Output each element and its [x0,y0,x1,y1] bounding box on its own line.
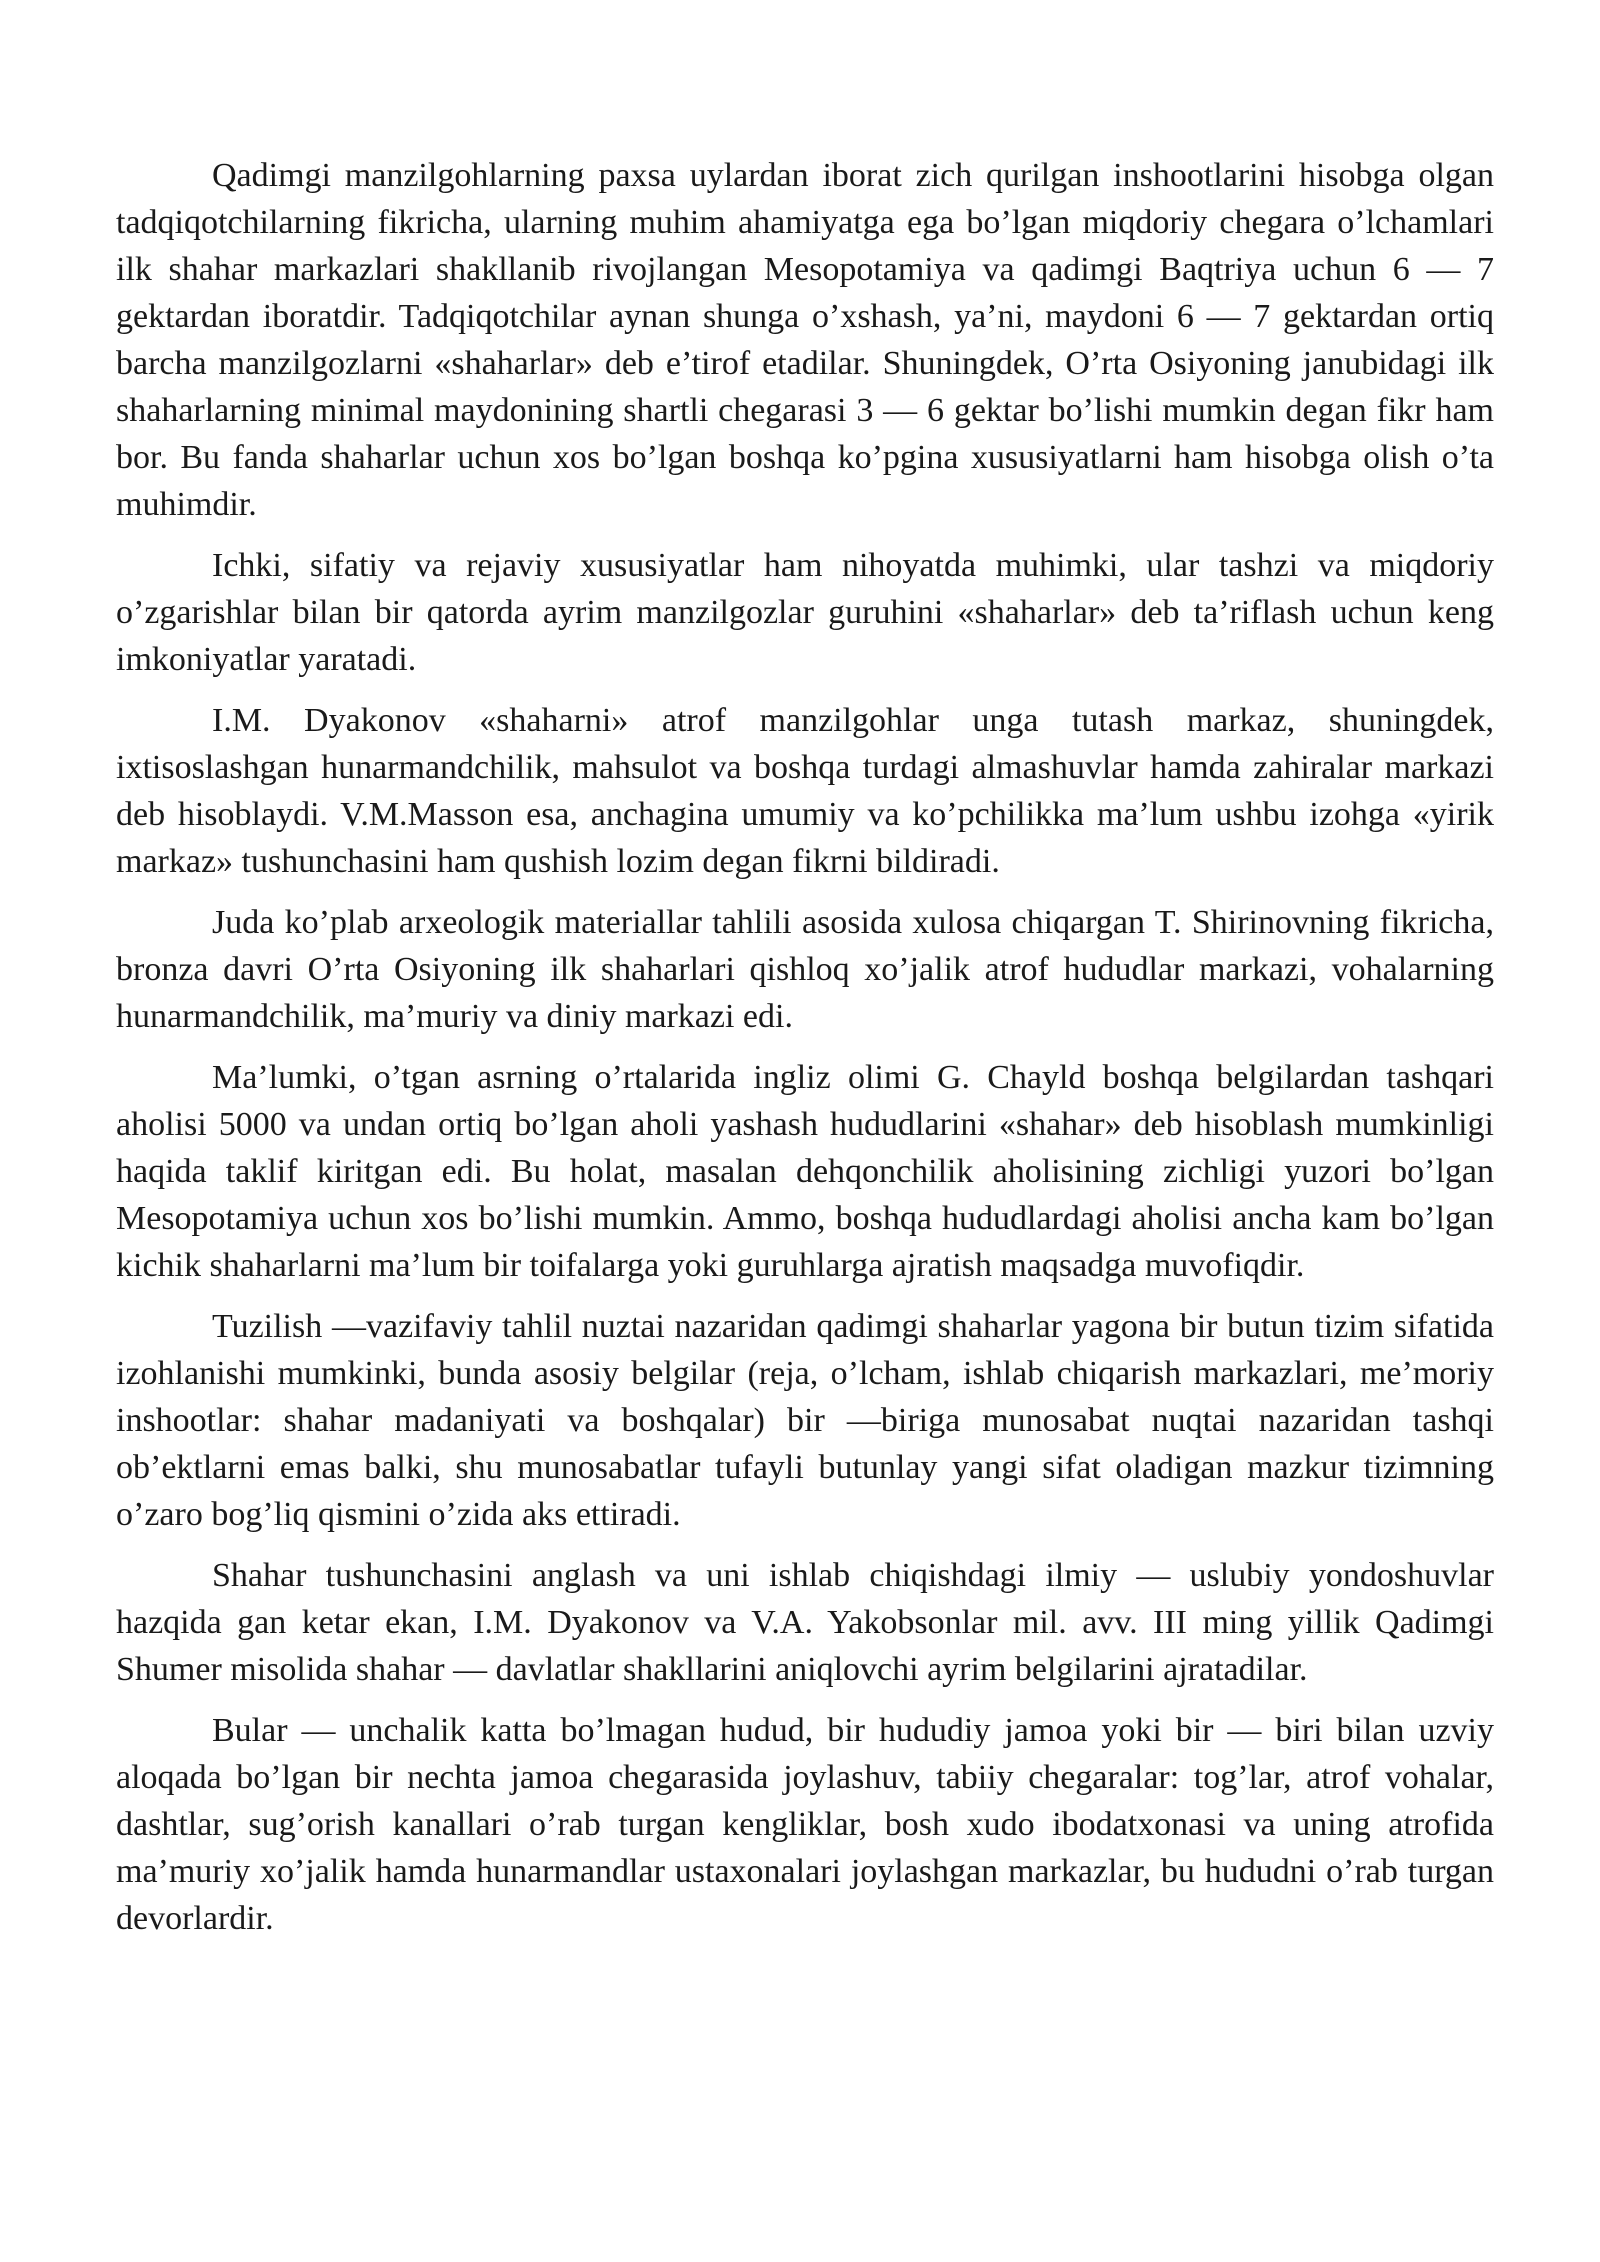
paragraph-3: I.M. Dyakonov «shaharni» atrof manzilgohlar unga tutash markaz, shuningdek, ixtisoslashgan hunarmandchilik, mahsulot va boshqa turdagi almashuvlar hamda zahiralar markazi deb hisoblaydi. V.M.Masson esa, anchagina umumiy va ko’pchilikka ma’lum ushbu izohga «yirik markaz» tushunchasini ham qushish lozim degan fikrni bildiradi. [116,702,1494,880]
paragraph-7: Shahar tushunchasini anglash va uni ishlab chiqishdagi ilmiy — uslubiy yondoshuvlar hazqida gan ketar ekan, I.M. Dyakonov va V.A. Yakobsonlar mil. avv. III ming yillik Qadimgi Shumer misolida shahar — davlatlar shakllarini aniqlovchi ayrim belgilarini ajratadilar. [116,1557,1494,1688]
paragraph-8: Bular — unchalik katta bo’lmagan hudud, bir hududiy jamoa yoki bir — biri bilan uzviy aloqada bo’lgan bir nechta jamoa chegarasida joylashuv, tabiiy chegaralar: tog’lar, atrof vohalar, dashtlar, sug’orish kanallari o’rab turgan kengliklar, bosh xudo ibodatxonasi va uning atrofida ma’muriy xo’jalik hamda hunarmandlar ustaxonalari joylashgan markazlar, bu hududni o’rab turgan devorlardir. [116,1712,1494,1937]
paragraph-6: Tuzilish —vazifaviy tahlil nuztai nazaridan qadimgi shaharlar yagona bir butun tizim sifatida izohlanishi mumkinki, bunda asosiy belgilar (reja, o’lcham, ishlab chiqarish markazlari, me’moriy inshootlar: shahar madaniyati va boshqalar) bir —biriga munosabat nuqtai nazaridan tashqi ob’ektlarni emas balki, shu munosabatlar tufayli butunlay yangi sifat oladigan mazkur tizimning o’zaro bog’liq qismini o’zida aks ettiradi. [116,1308,1494,1533]
paragraph-4: Juda ko’plab arxeologik materiallar tahlili asosida xulosa chiqargan T. Shirinovning fikricha, bronza davri O’rta Osiyoning ilk shaharlari qishloq xo’jalik atrof hududlar markazi, vohalarning hunarmandchilik, ma’muriy va diniy markazi edi. [116,904,1494,1035]
paragraph-5: Ma’lumki, o’tgan asrning o’rtalarida ingliz olimi G. Chayld boshqa belgilardan tashqari aholisi 5000 va undan ortiq bo’lgan aholi yashash hududlarini «shahar» deb hisoblash mumkinligi haqida taklif kiritgan edi. Bu holat, masalan dehqonchilik aholisining zichligi yuzori bo’lgan Mesopotamiya uchun xos bo’lishi mumkin. Ammo, boshqa hududlardagi aholisi ancha kam bo’lgan kichik shaharlarni ma’lum bir toifalarga yoki guruhlarga ajratish maqsadga muvofiqdir. [116,1059,1494,1284]
paragraph-1: Qadimgi manzilgohlarning paxsa uylardan iborat zich qurilgan inshootlarini hisobga olgan tadqiqotchilarning fikricha, ularning muhim ahamiyatga ega bo’lgan miqdoriy chegara o’lchamlari ilk shahar markazlari shakllanib rivojlangan Mesopotamiya va qadimgi Baqtriya uchun 6 — 7 gektardan iboratdir. Tadqiqotchilar aynan shunga o’xshash, ya’ni, maydoni 6 — 7 gektardan ortiq barcha manzilgozlarni «shaharlar» deb e’tirof etadilar. Shuningdek, O’rta Osiyoning janubidagi ilk shaharlarning minimal maydonining shartli chegarasi 3 — 6 gektar bo’lishi mumkin degan fikr ham bor. Bu fanda shaharlar uchun xos bo’lgan boshqa ko’pgina xususiyatlarni ham hisobga olish o’ta muhimdir. [116,157,1494,523]
paragraph-2: Ichki, sifatiy va rejaviy xususiyatlar ham nihoyatda muhimki, ular tashzi va miqdoriy o’zgarishlar bilan bir qatorda ayrim manzilgozlar guruhini «shaharlar» deb ta’riflash uchun keng imkoniyatlar yaratadi. [116,547,1494,678]
document-page [116,152,1494,1956]
